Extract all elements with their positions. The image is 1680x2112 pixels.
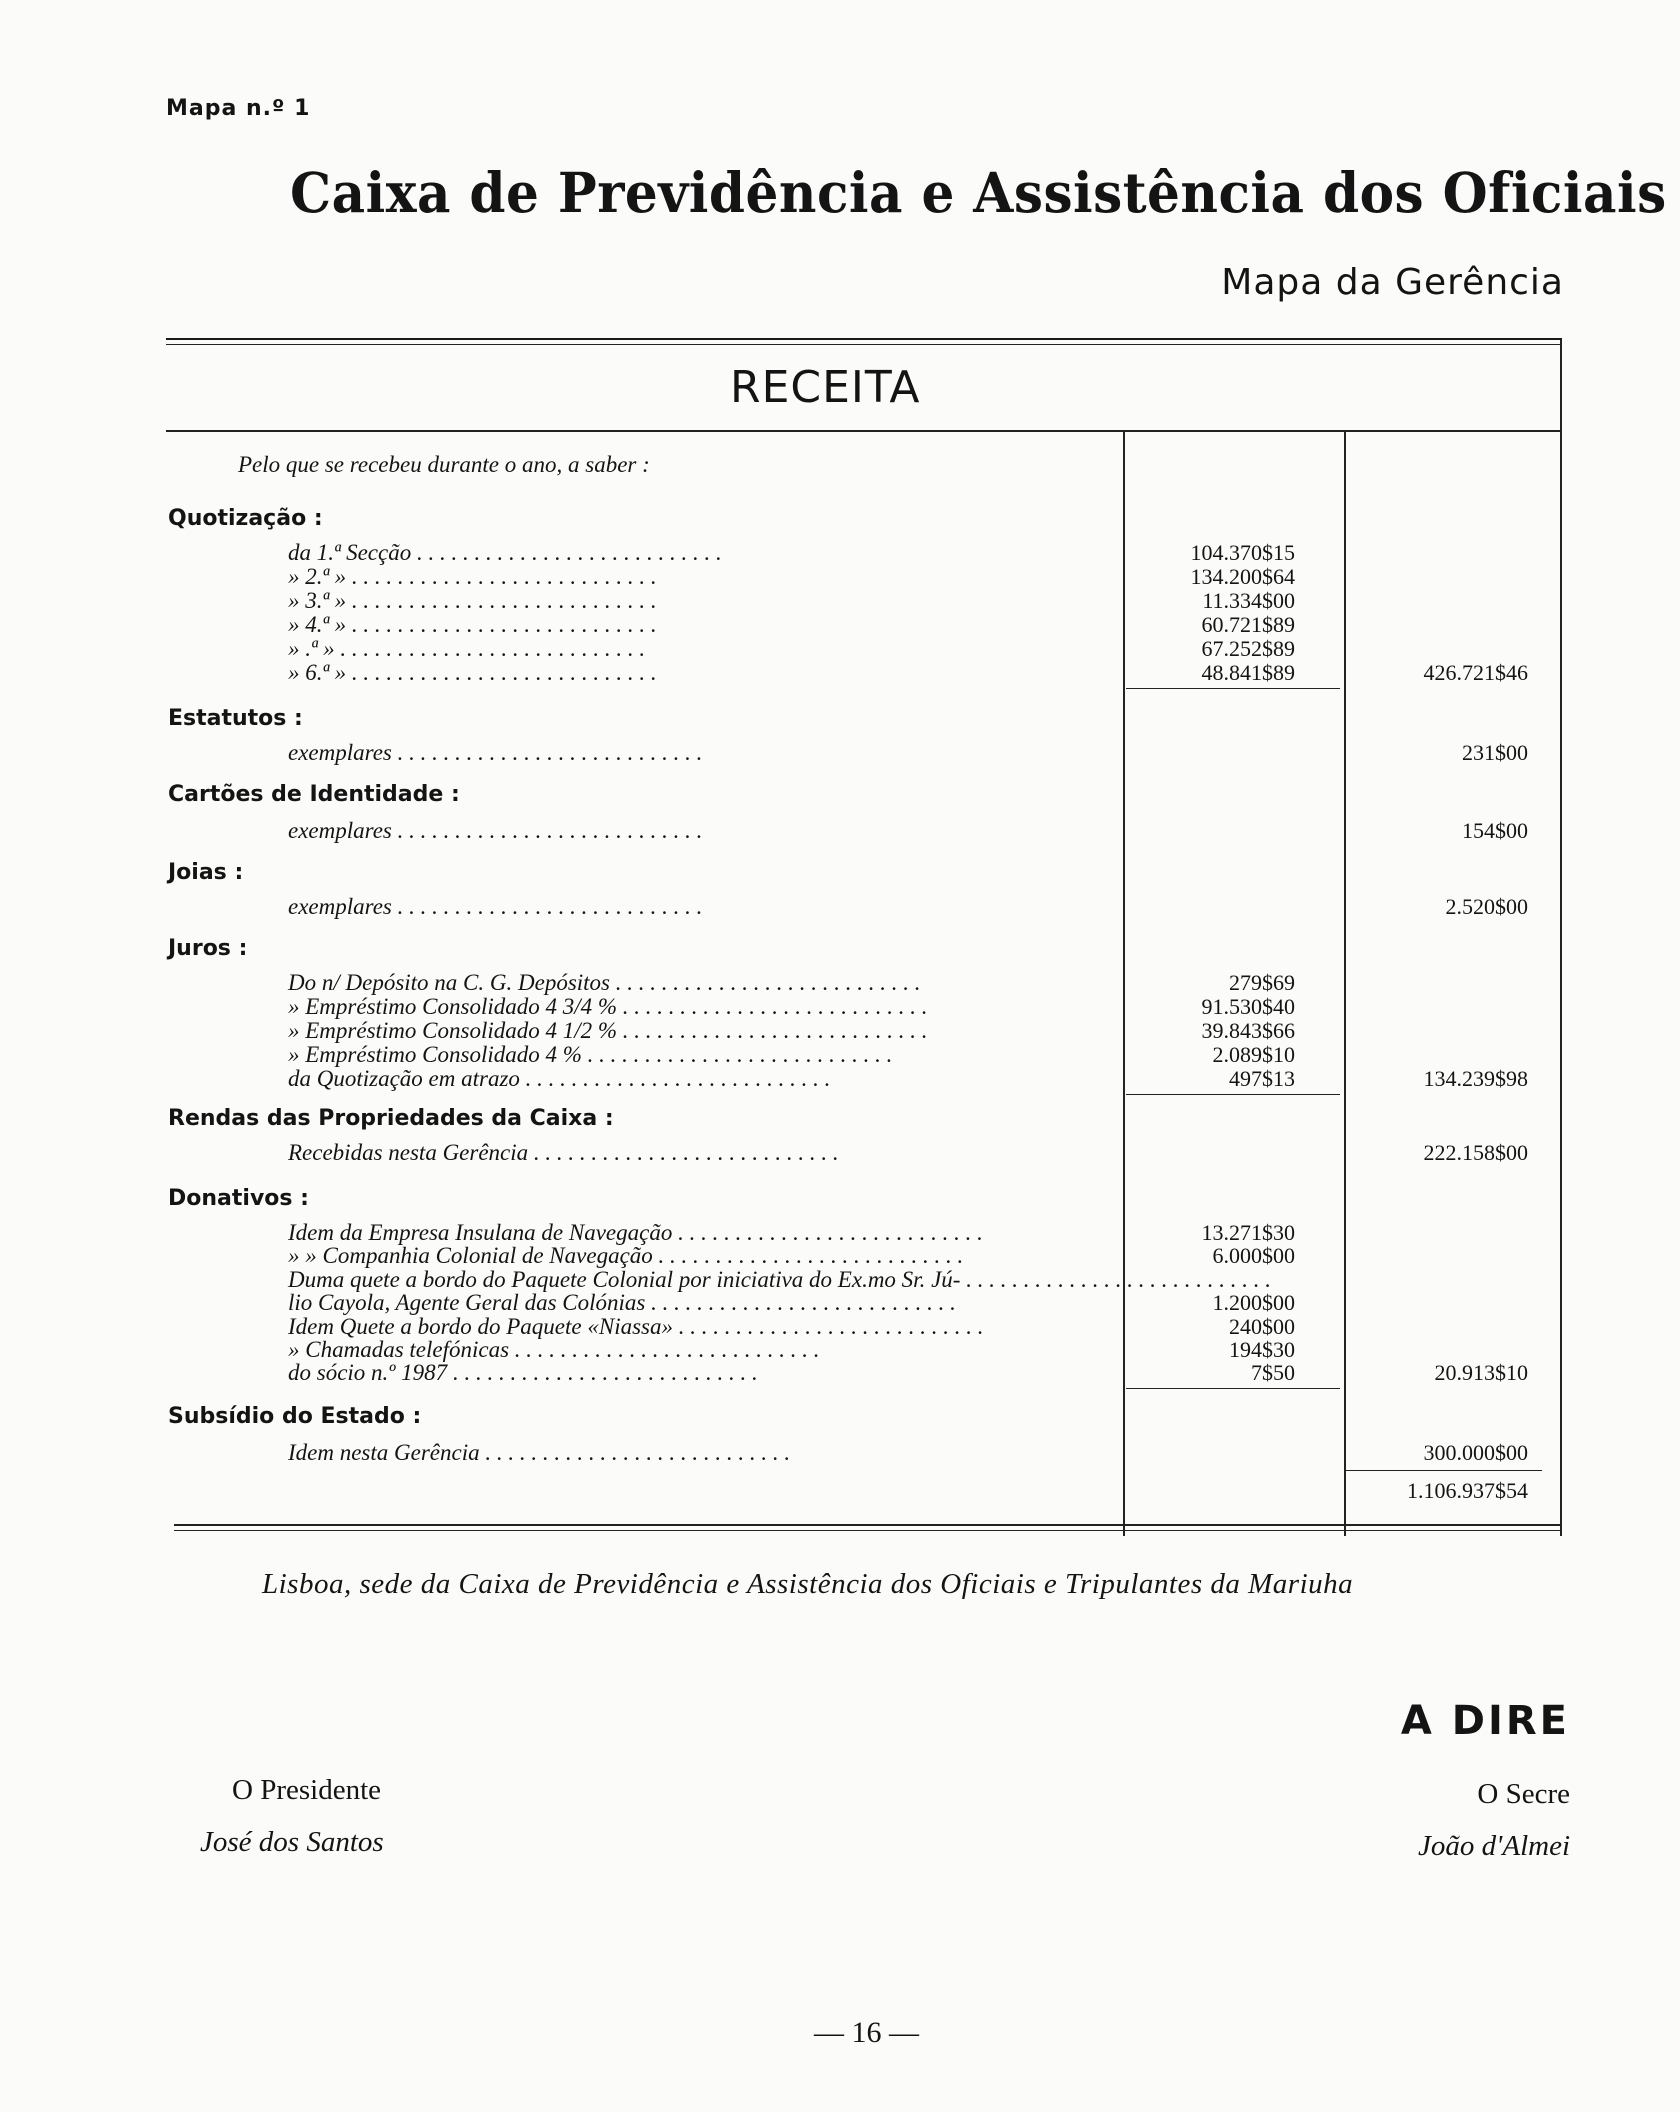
secretary-role: O Secre [1477, 1778, 1570, 1810]
leader-dots: . . . . . . . . . . . . . . . . . . . . . . . . . . . [346, 564, 657, 589]
partial-amount: 11.334$00 [1202, 588, 1295, 613]
leader-dots: . . . . . . . . . . . . . . . . . . . . . . . . . . . [672, 1220, 983, 1245]
row-label [288, 1018, 1118, 1044]
row-label [288, 540, 1118, 566]
leader-dots: . . . . . . . . . . . . . . . . . . . . . . . . . . . [617, 1018, 928, 1043]
row-label-text: Idem da Empresa Insulana de Navegação [288, 1220, 673, 1245]
row-label [288, 1440, 1118, 1466]
partial-amount: 13.271$30 [1201, 1220, 1295, 1245]
leader-dots: . . . . . . . . . . . . . . . . . . . . . . . . . . . [479, 1440, 791, 1465]
partial-amount: 240$00 [1229, 1313, 1295, 1339]
row-label-text: » 4.ª » [288, 612, 347, 637]
subtotal-rule [1126, 1388, 1340, 1389]
total-amount: 426.721$46 [1423, 660, 1528, 685]
table-heading: RECEITA [730, 362, 921, 413]
section-title: Cartões de Identidade : [168, 782, 460, 807]
section-title: Juros : [168, 936, 248, 961]
row-label-text: » 6.ª » [288, 660, 347, 685]
row-label [288, 564, 1118, 590]
row-label [288, 660, 1118, 686]
row-label-text: » 2.ª » [288, 564, 347, 589]
total-amount: 2.520$00 [1445, 894, 1528, 919]
row-label-text: Do n/ Depósito na C. G. Depósitos [288, 970, 610, 995]
row-label-text: Duma quete a bordo do Paquete Colonial por iniciativa do Ex.mo Sr. Jú- [288, 1266, 961, 1292]
document-subtitle: Mapa da Gerência [1221, 262, 1564, 303]
column-divider-1 [1123, 430, 1125, 1536]
leader-dots: . . . . . . . . . . . . . . . . . . . . . . . . . . . [334, 636, 646, 661]
total-amount: 300.000$00 [1423, 1440, 1528, 1465]
map-number-label: Mapa n.º 1 [166, 96, 311, 121]
partial-amount: 67.252$89 [1201, 636, 1295, 661]
table-bottom-rule [174, 1524, 1562, 1526]
president-name: José dos Santos [200, 1826, 384, 1858]
leader-dots: . . . . . . . . . . . . . . . . . . . . . . . . . . . [528, 1140, 839, 1165]
partial-amount: 48.841$89 [1201, 660, 1295, 685]
subtotal-rule [1126, 1094, 1340, 1095]
table-top-rule-inner [166, 344, 1562, 345]
leader-dots: . . . . . . . . . . . . . . . . . . . . . . . . . . . [652, 1243, 964, 1269]
leader-dots: . . . . . . . . . . . . . . . . . . . . . . . . . . . [391, 894, 703, 919]
row-label [288, 1243, 1118, 1269]
row-label [288, 994, 1118, 1020]
row-label-text: Recebidas nesta Gerência [288, 1140, 529, 1165]
total-amount: 134.239$98 [1423, 1066, 1528, 1091]
grand-total: 1.106.937$54 [1407, 1478, 1528, 1503]
row-label [288, 970, 1118, 996]
total-amount: 154$00 [1462, 818, 1528, 843]
row-label [288, 588, 1118, 614]
leader-dots: . . . . . . . . . . . . . . . . . . . . . . . . . . . [447, 1360, 758, 1386]
section-title: Joias : [168, 860, 244, 885]
section-title: Rendas das Propriedades da Caixa : [168, 1106, 614, 1131]
partial-amount: 7$50 [1251, 1360, 1295, 1386]
leader-dots: . . . . . . . . . . . . . . . . . . . . . . . . . . . [411, 540, 722, 565]
row-label [288, 1266, 1271, 1293]
row-label-text: da Quotização em atrazo [288, 1066, 520, 1091]
leader-dots: . . . . . . . . . . . . . . . . . . . . . . . . . . . [672, 1313, 984, 1339]
partial-amount: 194$30 [1229, 1337, 1295, 1362]
row-label [288, 818, 1118, 844]
row-label [288, 1290, 1118, 1316]
leader-dots: . . . . . . . . . . . . . . . . . . . . . . . . . . . [610, 970, 921, 995]
leader-dots: . . . . . . . . . . . . . . . . . . . . . . . . . . . [509, 1337, 820, 1362]
document-title: Caixa de Previdência e Assistência dos Oficiais [290, 160, 1667, 225]
total-amount: 20.913$10 [1434, 1360, 1528, 1386]
president-role: O Presidente [232, 1774, 381, 1806]
leader-dots: . . . . . . . . . . . . . . . . . . . . . . . . . . . [346, 660, 657, 685]
row-label [288, 612, 1118, 638]
partial-amount: 39.843$66 [1201, 1018, 1295, 1043]
row-label-text: » Empréstimo Consolidado 4 1/2 % [288, 1018, 618, 1043]
row-label [288, 1360, 1118, 1386]
page-number: — 16 — [814, 2016, 919, 2049]
partial-amount: 1.200$00 [1212, 1290, 1295, 1316]
row-label [288, 1042, 1118, 1068]
row-label-text: » Chamadas telefónicas [288, 1337, 510, 1362]
leader-dots: . . . . . . . . . . . . . . . . . . . . . . . . . . . [960, 1266, 1271, 1292]
row-label-text: exemplares [288, 894, 392, 919]
table-bottom-rule-inner [174, 1530, 1562, 1531]
row-label-text: » » Companhia Colonial de Navegação [288, 1243, 653, 1269]
row-label [288, 894, 1118, 920]
partial-amount: 6.000$00 [1212, 1243, 1295, 1269]
leader-dots: . . . . . . . . . . . . . . . . . . . . . . . . . . . [645, 1290, 956, 1316]
column-divider-2 [1344, 430, 1346, 1536]
leader-dots: . . . . . . . . . . . . . . . . . . . . . . . . . . . [391, 740, 703, 765]
row-label [288, 740, 1118, 766]
row-label-text: » Empréstimo Consolidado 4 3/4 % [288, 994, 618, 1019]
table-intro: Pelo que se recebeu durante o ano, a saber : [238, 452, 650, 477]
leader-dots: . . . . . . . . . . . . . . . . . . . . . . . . . . . [346, 612, 657, 637]
row-label [288, 1140, 1118, 1166]
row-label [288, 1066, 1118, 1092]
grand-total-rule [1346, 1470, 1542, 1471]
row-label [288, 1337, 1118, 1363]
leader-dots: . . . . . . . . . . . . . . . . . . . . . . . . . . . [581, 1042, 893, 1067]
section-title: Quotização : [168, 506, 323, 531]
section-title: Subsídio do Estado : [168, 1404, 422, 1429]
row-label-text: Idem nesta Gerência [288, 1440, 480, 1465]
header-rule [166, 338, 1562, 340]
row-label-text: » .ª » [288, 636, 335, 661]
section-title: Donativos : [168, 1186, 309, 1211]
total-amount: 231$00 [1462, 740, 1528, 765]
row-label-text: exemplares [288, 740, 392, 765]
subtotal-rule [1126, 688, 1340, 689]
secretary-name: João d'Almei [1418, 1830, 1570, 1862]
partial-amount: 60.721$89 [1201, 612, 1295, 637]
section-title: Estatutos : [168, 706, 303, 731]
row-label-text: da 1.ª Secção [288, 540, 412, 565]
partial-amount: 497$13 [1229, 1066, 1295, 1091]
partial-amount: 91.530$40 [1201, 994, 1295, 1019]
row-label-text: lio Cayola, Agente Geral das Colónias [288, 1290, 646, 1316]
partial-amount: 2.089$10 [1212, 1042, 1295, 1067]
row-label [288, 1314, 1118, 1340]
total-amount: 222.158$00 [1423, 1140, 1528, 1165]
leader-dots: . . . . . . . . . . . . . . . . . . . . . . . . . . . [519, 1066, 831, 1091]
table-right-border [1560, 338, 1562, 1536]
row-label-text: » Empréstimo Consolidado 4 % [288, 1042, 582, 1067]
partial-amount: 104.370$15 [1190, 540, 1295, 565]
heading-bottom-rule [166, 430, 1562, 432]
row-label [288, 1220, 1118, 1246]
partial-amount: 279$69 [1229, 970, 1295, 995]
row-label-text: do sócio n.º 1987 [288, 1360, 448, 1386]
row-label-text: Idem Quete a bordo do Paquete «Niassa» [288, 1313, 673, 1339]
location-line: Lisboa, sede da Caixa de Previdência e Assistência dos Oficiais e Tripulantes da Mariuha [262, 1568, 1354, 1600]
leader-dots: . . . . . . . . . . . . . . . . . . . . . . . . . . . [346, 588, 657, 613]
row-label [288, 636, 1118, 662]
leader-dots: . . . . . . . . . . . . . . . . . . . . . . . . . . . [617, 994, 928, 1019]
partial-amount: 134.200$64 [1190, 564, 1295, 589]
row-label-text: » 3.ª » [288, 588, 347, 613]
leader-dots: . . . . . . . . . . . . . . . . . . . . . . . . . . . [391, 818, 703, 843]
row-label-text: exemplares [288, 818, 392, 843]
board-heading: A DIRE [1400, 1698, 1570, 1744]
